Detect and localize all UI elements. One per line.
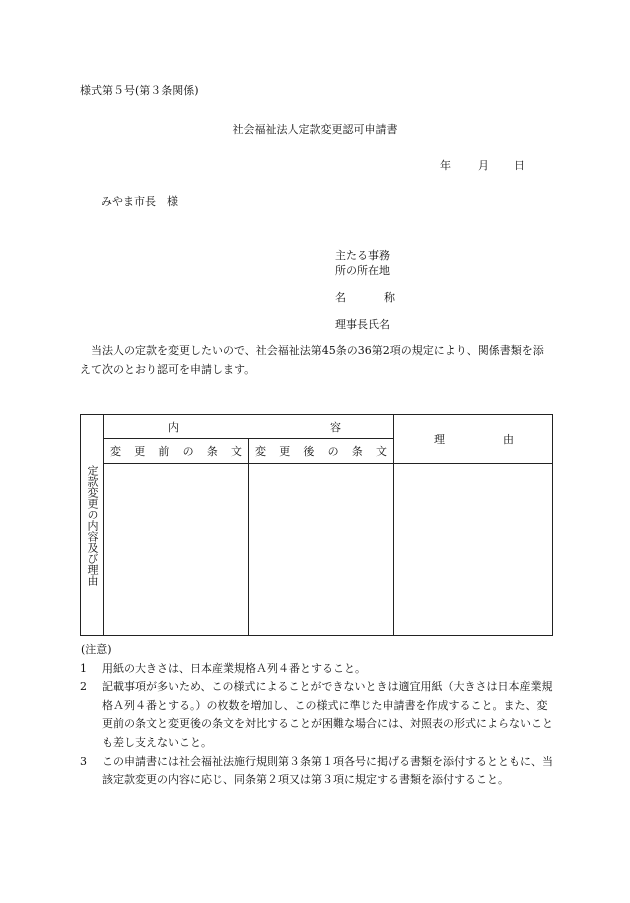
corporation-name-label [335, 290, 395, 305]
office-address-label-line2: 所の所在地 [335, 264, 390, 277]
after-header-char: 更 [279, 445, 291, 458]
before-header-char: 更 [134, 445, 146, 458]
after-article-cell[interactable] [249, 464, 394, 636]
after-header-char: の [327, 445, 339, 458]
applicant-block [335, 248, 395, 332]
before-article-header [104, 439, 249, 464]
date-day-label: 日 [514, 159, 525, 172]
representative-label: 理事長氏名 [335, 318, 390, 331]
notes-section [80, 641, 554, 790]
after-header-char: 変 [255, 445, 266, 458]
before-header-char: 前 [158, 445, 170, 458]
content-header-char: 容 [330, 420, 341, 434]
date-month-label: 月 [478, 159, 489, 172]
name-char: 称 [384, 291, 395, 304]
before-header-char: 文 [230, 445, 242, 458]
note-number: 3 [80, 754, 87, 768]
note-text: 用紙の大きさは、日本産業規格Ａ列４番とすること。 [102, 661, 366, 675]
content-header [104, 415, 394, 439]
table-row-label: 定款変更の内容及び理由 [86, 464, 99, 586]
note-item [80, 678, 554, 752]
after-article-header [249, 439, 394, 464]
after-header-char: 条 [351, 445, 363, 458]
before-header-char: 変 [110, 445, 121, 458]
note-item [80, 753, 554, 790]
before-header-char: の [182, 445, 194, 458]
document-title: 社会福祉法人定款変更認可申請書 [232, 123, 398, 136]
after-header-char: 後 [303, 445, 315, 458]
form-number: 様式第５号(第３条関係) [80, 84, 199, 97]
note-item [80, 660, 554, 679]
reason-header [394, 415, 553, 464]
date-line [440, 157, 550, 171]
amendment-table [80, 414, 553, 636]
table-row-label-cell [81, 415, 104, 636]
application-statement: 当法人の定款を変更したいので、社会福祉法第45条の36第2項の規定により、関係書類を添えて次のとおり認可を申請します。 [80, 344, 544, 376]
note-number: 2 [80, 680, 87, 694]
date-year-label: 年 [440, 159, 451, 172]
after-header-char: 文 [375, 445, 387, 458]
reason-header-char: 理 [434, 433, 445, 446]
office-address-label-line1: 主たる事務 [335, 249, 390, 262]
name-char: 名 [335, 291, 346, 304]
content-header-char: 内 [168, 420, 179, 434]
notes-title: (注意) [81, 643, 112, 656]
note-text: 記載事項が多いため、この様式によることができないときは適宜用紙（大きさは日本産業規格Ａ列４番とする。）の枚数を増加し、この様式に準じた申請書を作成すること。また、変更前の条文と変更後の条文を対比することが困難な場合には、対照表の形式によらないことも差し支えないこと。 [102, 680, 553, 749]
note-text: この申請書には社会福祉法施行規則第３条第１項各号に掲げる書類を添付するとともに、当該定款変更の内容に応じ、同条第２項又は第３項に規定する書類を添付すること。 [102, 754, 553, 787]
note-number: 1 [80, 661, 87, 675]
before-article-cell[interactable] [104, 464, 249, 636]
addressee: みやま市長 様 [101, 195, 178, 208]
reason-header-char: 由 [503, 433, 514, 446]
reason-cell[interactable] [394, 464, 553, 636]
before-header-char: 条 [206, 445, 218, 458]
